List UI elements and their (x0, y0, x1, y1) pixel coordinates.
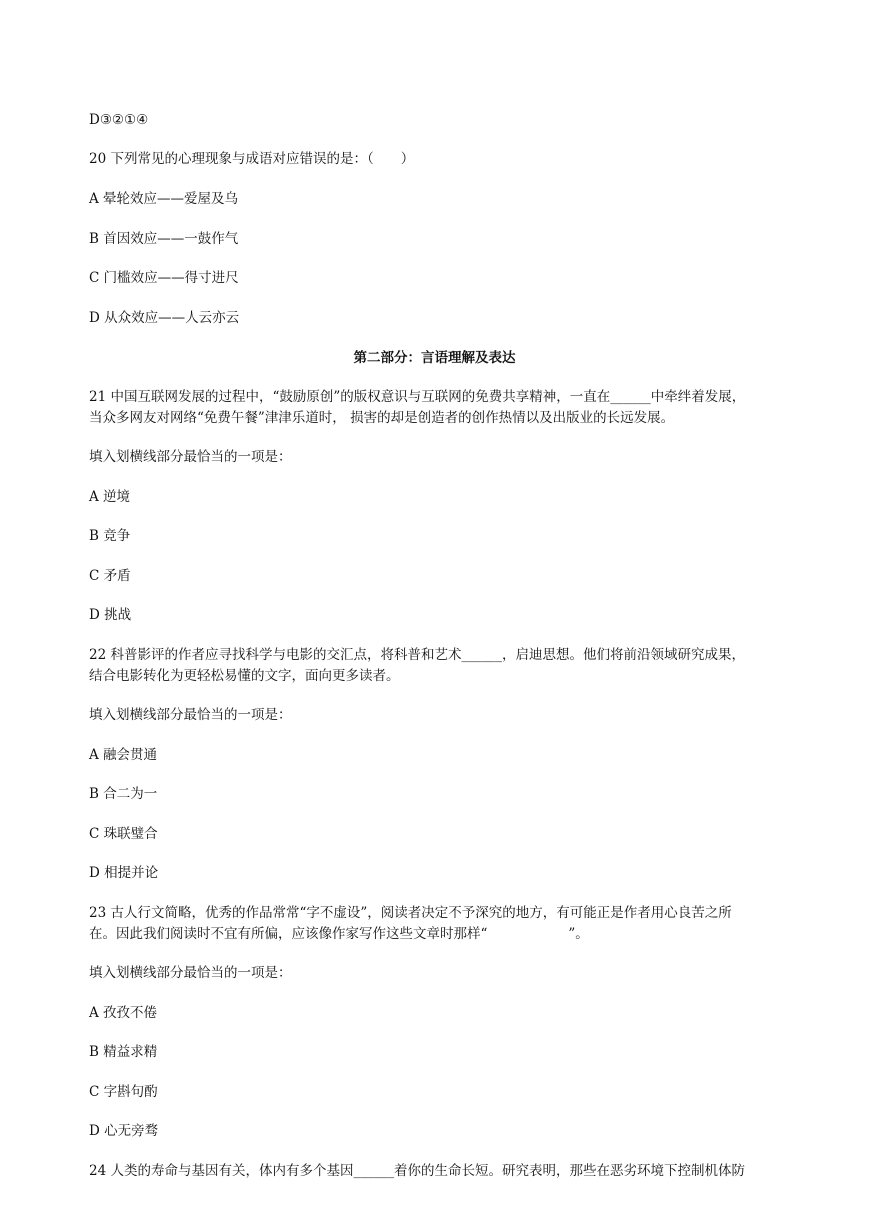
q24-stem-line1: 24 人类的寿命与基因有关，体内有多个基因______着你的生命长短。研究表明，那些在恶劣环境下控制机体防 (89, 1163, 745, 1179)
q23-option-b: B 精益求精 (89, 1044, 158, 1060)
section-heading: 第二部分：言语理解及表达 (353, 350, 516, 366)
q23-option-c: C 字斟句酌 (89, 1084, 158, 1100)
q20-option-d: D 从众效应——人云亦云 (89, 310, 240, 326)
q19-option-d: D③②①④ (89, 112, 149, 128)
q20-option-b: B 首因效应——一鼓作气 (89, 231, 239, 247)
q21-option-d: D 挑战 (89, 607, 132, 623)
q23-option-a: A 孜孜不倦 (89, 1005, 158, 1021)
q21-stem-line1: 21 中国互联网发展的过程中，“鼓励原创”的版权意识与互联网的免费共享精神，一直在______中牵绊着发展， (89, 389, 746, 405)
q20-option-c: C 门槛效应——得寸进尺 (89, 270, 239, 286)
q22-option-d: D 相提并论 (89, 865, 159, 881)
q23-stem-line1: 23 古人行文简略，优秀的作品常常“字不虚设”，阅读者决定不予深究的地方，有可能正是作者用心良苦之所 (89, 905, 732, 921)
q21-option-a: A 逆境 (89, 489, 131, 505)
q21-option-b: B 竞争 (89, 528, 131, 544)
q22-stem-line1: 22 科普影评的作者应寻找科学与电影的交汇点，将科普和艺术______，启迪思想。他们将前沿领域研究成果， (89, 647, 745, 663)
q23-option-d: D 心无旁骛 (89, 1123, 159, 1139)
q21-instruction: 填入划横线部分最恰当的一项是： (89, 449, 292, 465)
q20-option-a: A 晕轮效应——爱屋及乌 (89, 191, 239, 207)
q23-instruction: 填入划横线部分最恰当的一项是： (89, 965, 292, 981)
q22-stem-line2: 结合电影转化为更轻松易懂的文字，面向更多读者。 (89, 668, 400, 684)
q22-option-b: B 合二为一 (89, 786, 158, 802)
q20-stem: 20 下列常见的心理现象与成语对应错误的是：（ ） (89, 151, 415, 167)
q21-stem-line2: 当众多网友对网络“免费午餐”津津乐道时， 损害的却是创造者的创作热情以及出版业的长远发展。 (89, 410, 675, 426)
q22-instruction: 填入划横线部分最恰当的一项是： (89, 707, 292, 723)
q22-option-a: A 融会贯通 (89, 747, 158, 763)
q23-stem-line2: 在。因此我们阅读时不宜有所偏，应该像作家写作这些文章时那样“ ”。 (89, 926, 589, 942)
q22-option-c: C 珠联璧合 (89, 826, 158, 842)
q21-option-c: C 矛盾 (89, 568, 131, 584)
